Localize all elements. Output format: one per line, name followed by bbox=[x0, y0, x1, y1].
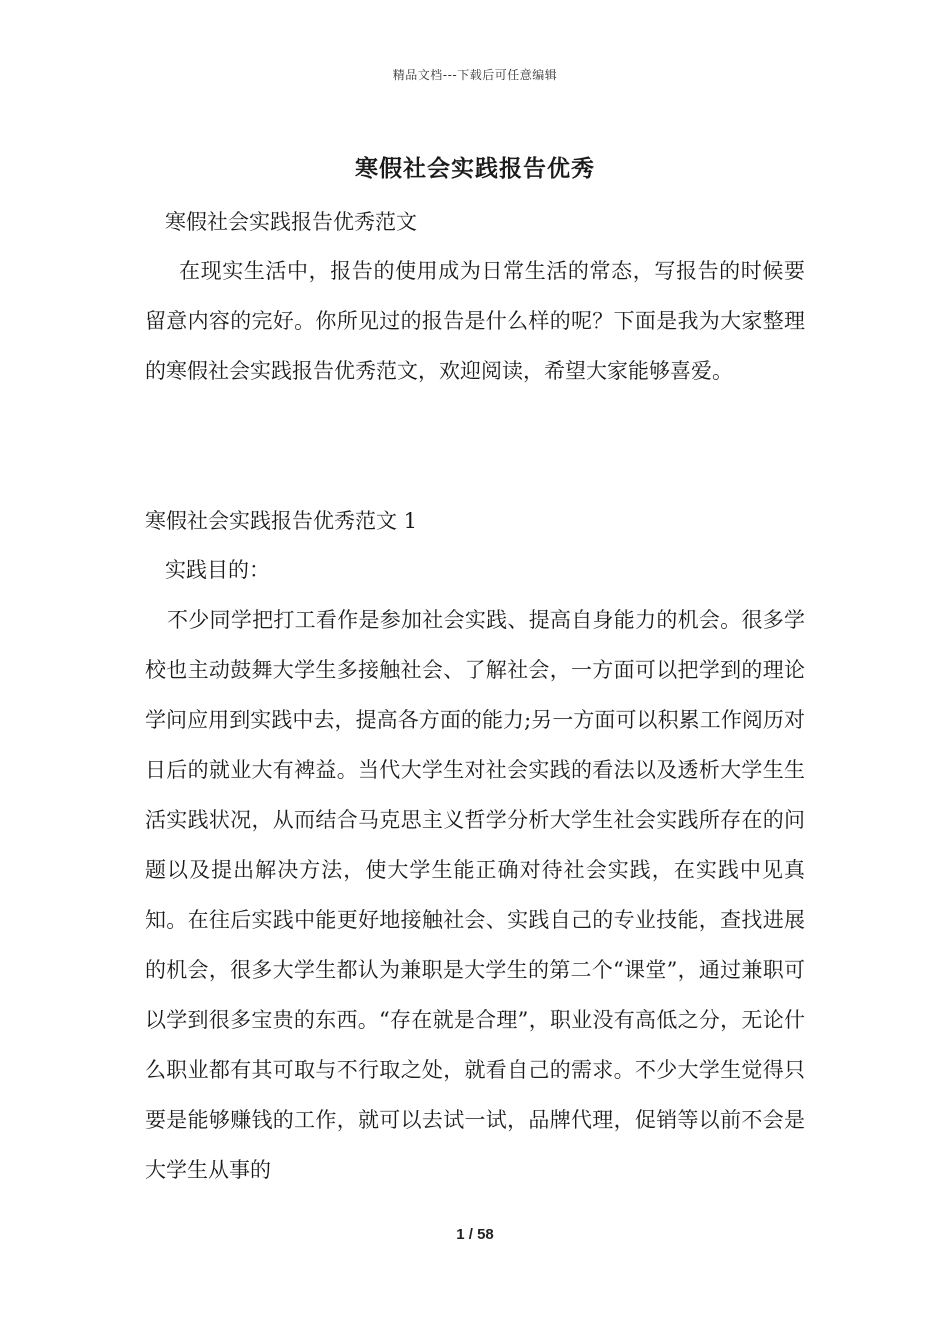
purpose-label: 实践目的： bbox=[165, 558, 270, 582]
page-header: 精品文档---下载后可任意编辑 bbox=[392, 68, 558, 82]
intro-paragraph: 在现实生活中，报告的使用成为日常生活的常态，写报告的时候要留意内容的完好。你所见过的报告是什么样的呢？下面是我为大家整理的寒假社会实践报告优秀范文，欢迎阅读，希望大家能够喜爱。 bbox=[145, 259, 805, 383]
body-paragraph: 不少同学把打工看作是参加社会实践、提高自身能力的机会。很多学校也主动鼓舞大学生多接触社会、了解社会，一方面可以把学到的理论学问应用到实践中去，提高各方面的能力;另一方面可以积累工作阅历对日后的就业大有裨益。当代大学生对社会实践的看法以及透析大学生生活实践状况，从而结合马克思主义哲学分析大学生社会实践所存在的问题以及提出解决方法，使大学生能正确对待社会实践，在实践中见真知。在往后实践中能更好地接触社会、实践自己的专业技能，查找进展的机会，很多大学生都认为兼职是大学生的第二个“课堂”，通过兼职可以学到很多宝贵的东西。“存在就是合理”，职业没有高低之分，无论什么职业都有其可取与不行取之处，就看自己的需求。不少大学生觉得只要是能够赚钱的工作，就可以去试一试，品牌代理，促销等以前不会是大学生从事的 bbox=[145, 608, 805, 1182]
document-title: 寒假社会实践报告优秀 bbox=[355, 155, 595, 182]
document-subtitle: 寒假社会实践报告优秀范文 bbox=[165, 210, 417, 234]
page-indicator: 1 / 58 bbox=[456, 1226, 494, 1243]
section-heading: 寒假社会实践报告优秀范文 1 bbox=[145, 509, 418, 533]
